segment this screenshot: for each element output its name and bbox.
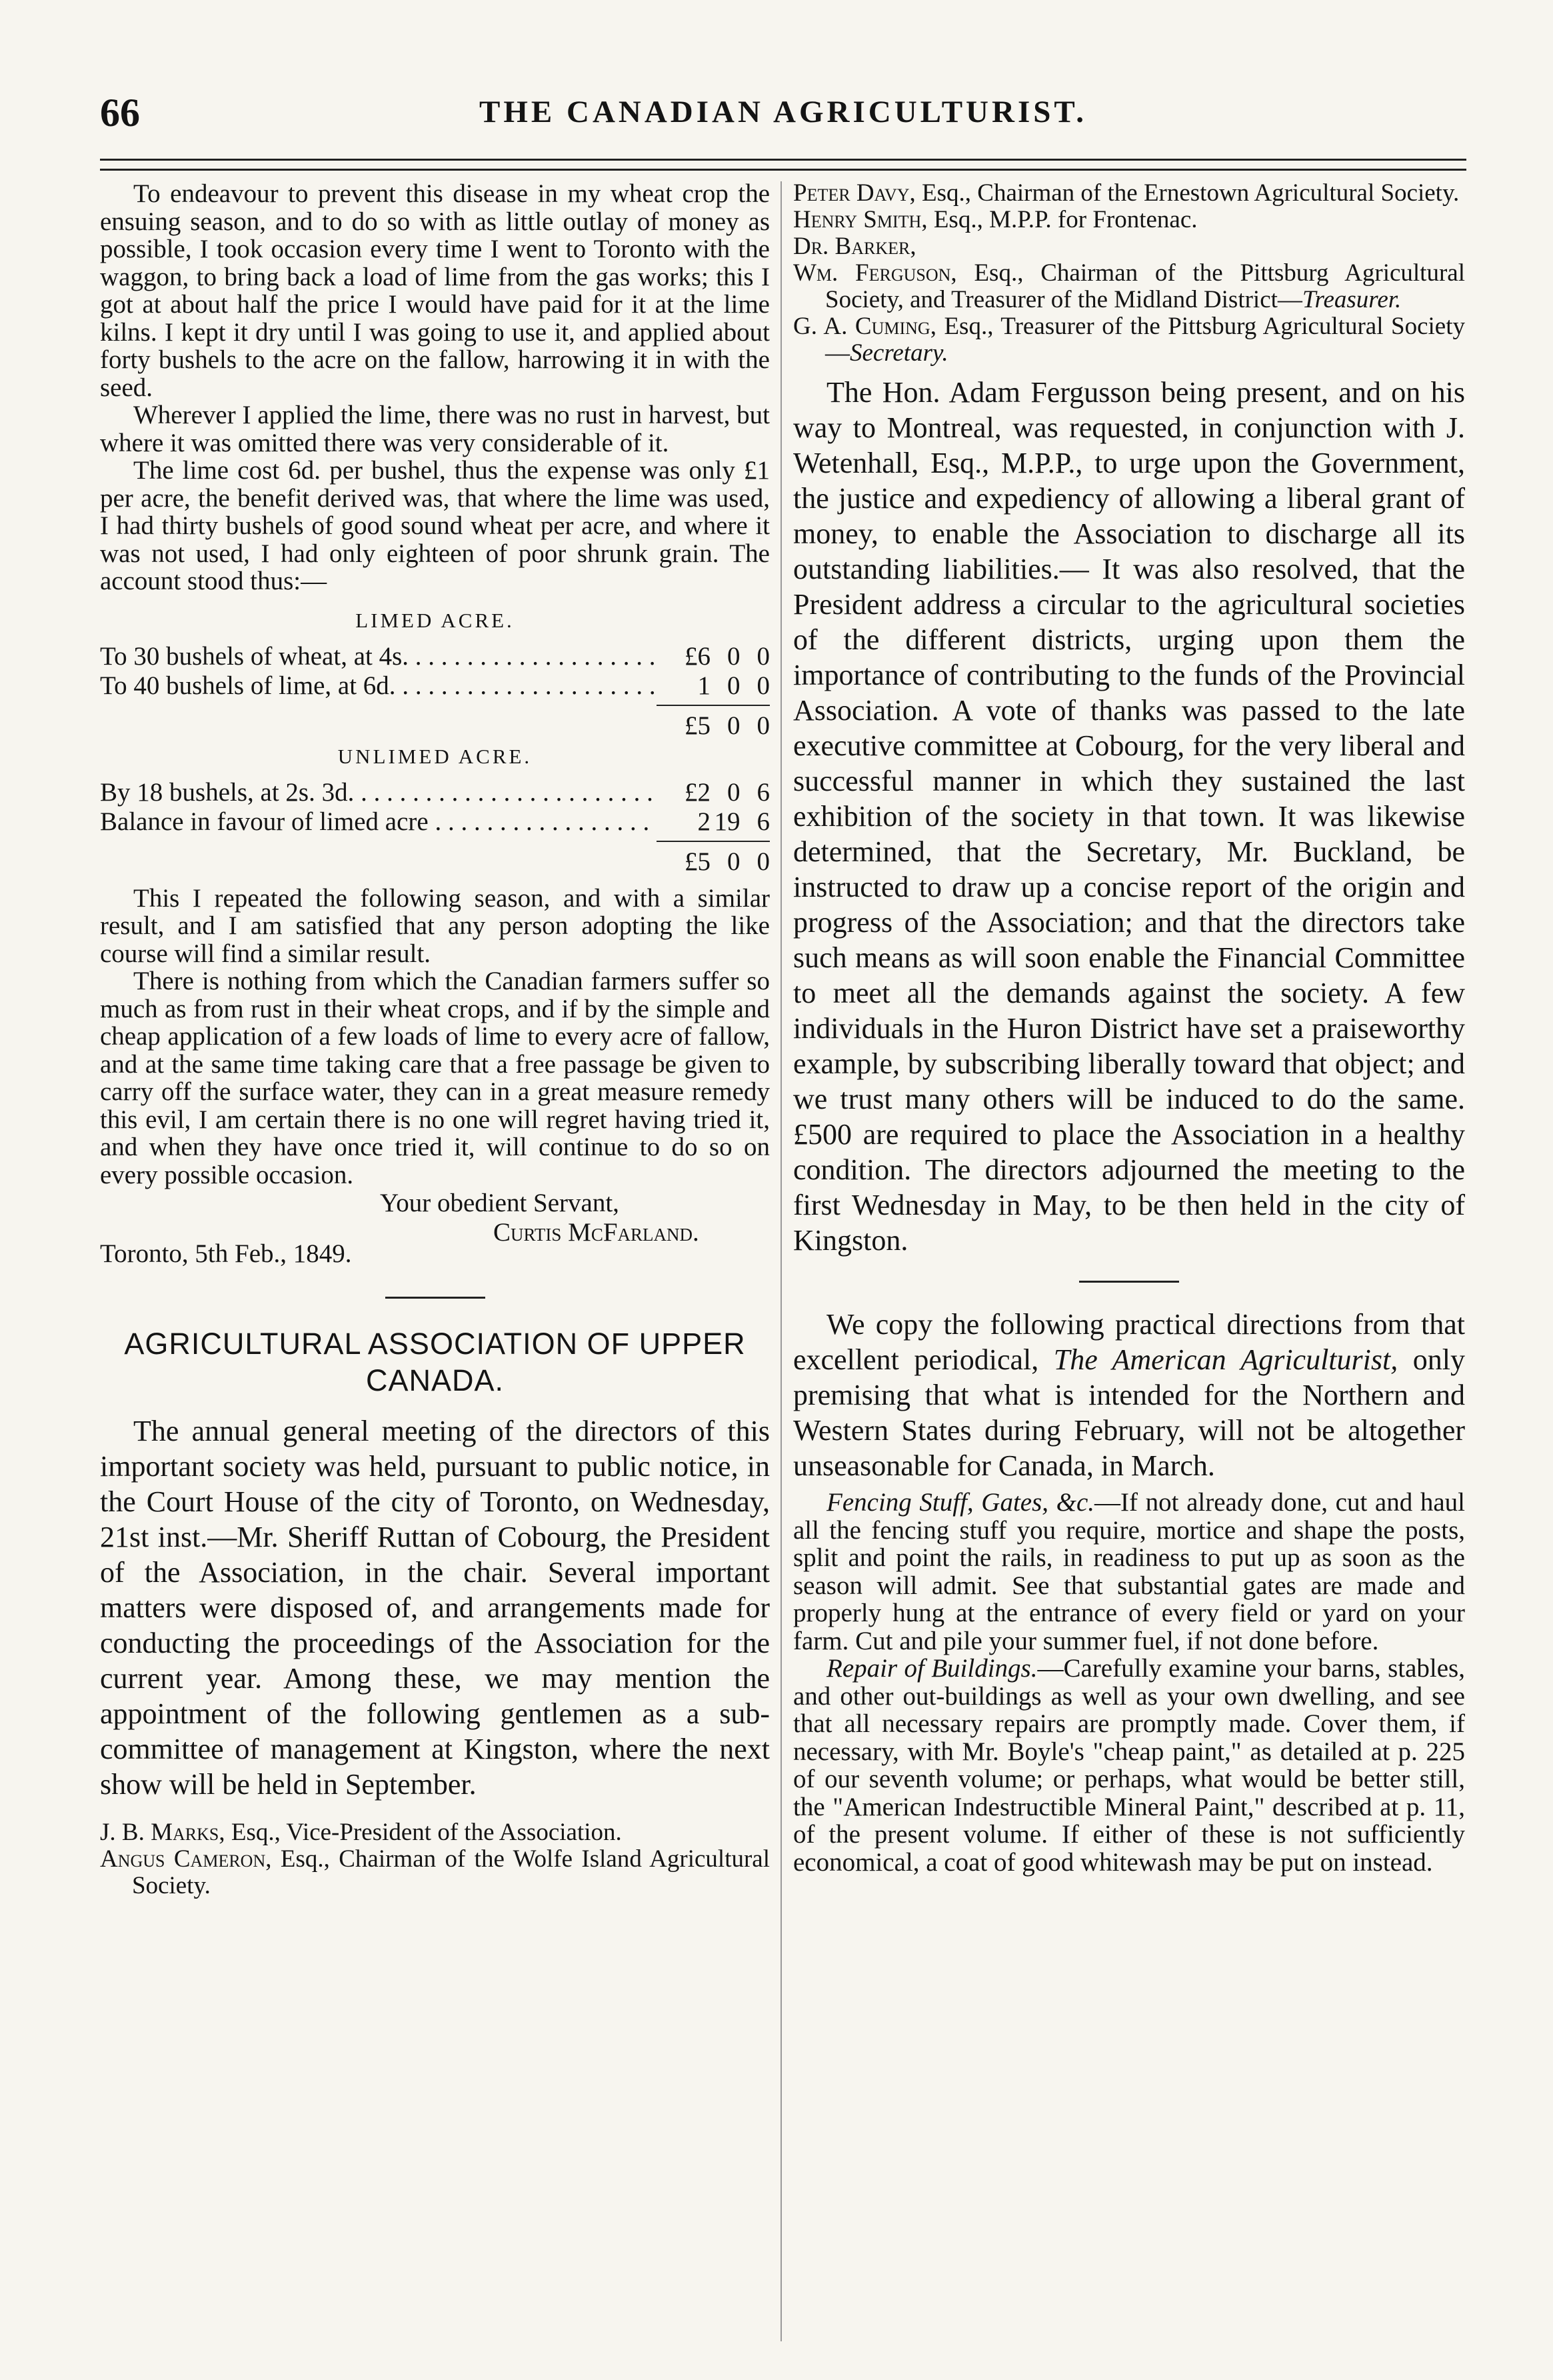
paragraph-heading: Repair of Buildings. (826, 1654, 1038, 1683)
account-total (100, 837, 770, 877)
pounds-value: £5 (685, 711, 711, 740)
account-row (100, 778, 770, 807)
unlimed-acre-account (100, 745, 770, 877)
member-role: Secretary. (850, 339, 948, 367)
account-amount (657, 807, 770, 837)
pounds-value: 1 (697, 671, 711, 700)
paragraph: The annual general meeting of the directors of this important society was held, pursuant to public notice, in the Court House of the city of Toronto, on Wednesday, 21st inst.—Mr. Sheriff Ruttan of Cobourg, the President of the Association, in the chair. Several important matters were disposed of, and arrangements made for conducting the proceedings of the Association for the current year. Among these, we may mention the appointment of the following gentlemen as a sub-committee of management at Kingston, where the next show will be held in September. (100, 1415, 770, 1801)
periodical-title: The American Agriculturist, (1053, 1343, 1398, 1376)
text-run: —If not already done, cut and haul all the fencing stuff you require, mortice and shape the posts, split and point the rails, in readiness to put up as soon as the season will admit. See that substantial gates are made and properly hung at the entrance of every field or yard on your farm. Cut and pile your summer fuel, if not done before. (793, 1488, 1466, 1655)
account-row (100, 807, 770, 837)
committee-list (100, 1819, 770, 1899)
list-item (793, 207, 1465, 233)
paragraph: To endeavour to prevent this disease in my wheat crop the ensuing season, and to do so with as little outlay of money as possible, I took occasion every time I went to Toronto with the waggon, to bring back a load of lime from the gas works; this I got at about half the price I would have paid for it at the lime kilns. I kept it dry until I was going to use it, and applied about forty bushels to the acre on the fallow, harrowing it in with the seed. (100, 179, 770, 402)
list-item (100, 1846, 770, 1899)
shillings-value: 0 (727, 777, 741, 807)
pounds-value: £6 (685, 641, 711, 671)
section-heading: AGRICULTURAL ASSOCIATION OF UPPER CANADA. (124, 1327, 746, 1397)
account-amount (657, 778, 770, 807)
signature-date: Toronto, 5th Feb., 1849. (100, 1239, 352, 1268)
pence-value: 0 (757, 671, 770, 700)
account-amount (657, 671, 770, 701)
list-item (793, 180, 1465, 207)
text-run: —Carefully examine your barns, stables, and other out-buildings as well as your own dwelling, and see that all necessary repairs are promptly made. Cover them, if necessary, with Mr. Boyle's "cheap paint," as detailed at p. 225 of our seventh volume; or perhaps, what would be better still, the "American Indestructible Mineral Paint," described at p. 11, of the present volume. If either of these is not sufficiently economical, a coat of good whitewash may be put on instead. (793, 1654, 1465, 1877)
account-total (100, 701, 770, 741)
account-label: To 40 bushels of lime, at 6d. . . . (100, 671, 657, 701)
header-rule (100, 159, 1466, 171)
pence-value: 0 (757, 711, 770, 740)
section-divider (1079, 1281, 1179, 1283)
signature-block (100, 1189, 770, 1269)
section-divider (385, 1297, 485, 1299)
member-name: Peter Davy, (793, 179, 916, 207)
committee-list (793, 180, 1465, 367)
account-title: UNLIMED ACRE. (337, 744, 533, 768)
shillings-value: 19 (714, 807, 741, 836)
column-divider (780, 181, 782, 2341)
member-role: Treasurer. (1302, 286, 1402, 313)
account-label: To 30 bushels of wheat, at 4s. . . . (100, 642, 657, 671)
pence-value: 6 (757, 777, 770, 807)
pounds-value: 2 (697, 807, 711, 836)
pence-value: 0 (757, 847, 770, 876)
shillings-value: 0 (727, 641, 741, 671)
account-title: LIMED ACRE. (355, 608, 515, 632)
page-header (100, 90, 1466, 137)
limed-acre-account (100, 609, 770, 741)
signature-name: Curtis McFarland. (493, 1218, 699, 1247)
pence-value: 6 (757, 807, 770, 836)
member-description: Esq., Chairman of the Wolfe Island Agricultural Society. (132, 1845, 771, 1899)
paragraph: This I repeated the following season, and with a similar result, and I am satisfied that any person adopting the like course will find a similar result. (100, 883, 770, 968)
list-item (793, 233, 1465, 260)
member-name: G. A. Cuming, (793, 313, 936, 340)
total-amount (657, 841, 770, 877)
paragraph (793, 1489, 1465, 1655)
account-row (100, 642, 770, 671)
member-description: Esq., Chairman of the Ernestown Agricultural Society. (915, 179, 1460, 207)
text-run: only premising that what is intended for the Northern and Western States during February, will not be altogether unseasonable for Canada, in March. (793, 1343, 1465, 1482)
list-item (793, 260, 1465, 313)
pounds-value: £5 (685, 847, 711, 876)
left-column (100, 180, 770, 1899)
paragraph (793, 1307, 1465, 1483)
account-amount (657, 642, 770, 671)
running-title: THE CANADIAN AGRICULTURIST. (479, 95, 1087, 129)
paragraph (793, 1655, 1465, 1876)
text-run: We copy the following practical directions from that excellent periodical, (793, 1308, 1465, 1376)
member-name: Henry Smith, (793, 206, 928, 233)
list-item (793, 313, 1465, 367)
member-name: J. B. Marks, (100, 1819, 225, 1846)
shillings-value: 0 (727, 711, 741, 740)
shillings-value: 0 (727, 847, 741, 876)
paragraph: The lime cost 6d. per bushel, thus the expense was only £1 per acre, the benefit derived was, that where the lime was used, I had thirty bushels of good sound wheat per acre, and where it was not used, I had only eighteen of poor shrunk grain. The account stood thus:— (100, 456, 770, 595)
pounds-value: £2 (685, 777, 711, 807)
account-row (100, 671, 770, 701)
shillings-value: 0 (727, 671, 741, 700)
account-label: Balance in favour of limed acre . . . (100, 807, 657, 837)
member-name: Dr. Barker, (793, 233, 916, 260)
member-description: Esq., M.P.P. for Frontenac. (927, 206, 1198, 233)
paragraph: The Hon. Adam Fergusson being present, and on his way to Montreal, was requested, in conjunction with J. Wetenhall, Esq., M.P.P., to urge upon the Government, the justice and expediency of allowing a liberal grant of money, to enable the Association to discharge all its outstanding liabilities.— It was also resolved, that the President address a circular to the agricultural societies of the different districts, urging upon them the importance of contributing to the funds of the Provincial Association. A vote of thanks was passed to the late executive committee at Cobourg, for the very liberal and successful manner in which they sustained the last exhibition of the society in that town. It was likewise determined, that the Secretary, Mr. Buckland, be instructed to draw up a concise report of the origin and progress of the Association; and that the directors take such means as will soon enable the Financial Committee to meet all the demands against the society. A few individuals in the Huron District have set a praiseworthy example, by subscribing liberally toward that object; and we trust many others will be induced to do the same. £500 are required to place the Association in a healthy condition. The directors adjourned the meeting to the first Wednesday in May, to be then held in the city of Kingston. (793, 376, 1465, 1257)
list-item (100, 1819, 770, 1846)
right-column (793, 180, 1465, 1876)
member-name: Wm. Ferguson, (793, 259, 957, 287)
paragraph: Wherever I applied the lime, there was no rust in harvest, but where it was omitted there was very considerable of it. (100, 401, 770, 457)
pence-value: 0 (757, 641, 770, 671)
total-amount (657, 705, 770, 741)
member-description: Esq., Treasurer of the Pittsburg Agricultural Society— (825, 313, 1465, 367)
paragraph: There is nothing from which the Canadian farmers suffer so much as from rust in their wheat crops, and if by the simple and cheap application of a few loads of lime to every acre of fallow, and at the same time taking care that a free passage be given to carry off the surface water, they can in a great measure remedy this evil, I am certain there is no one will regret having tried it, and when they have once tried it, will continue to do so on every possible occasion. (100, 967, 770, 1189)
page-number: 66 (100, 91, 140, 135)
member-description: Esq., Vice-President of the Association. (225, 1819, 622, 1846)
member-name: Angus Cameron, (100, 1845, 272, 1873)
signature-closing: Your obedient Servant, (380, 1189, 619, 1217)
account-label: By 18 bushels, at 2s. 3d. . . . (100, 778, 657, 807)
member-description: Esq., Chairman of the Pittsburg Agricultural Society, and Treasurer of the Midland District— (825, 259, 1465, 313)
paragraph-heading: Fencing Stuff, Gates, &c. (826, 1488, 1095, 1517)
